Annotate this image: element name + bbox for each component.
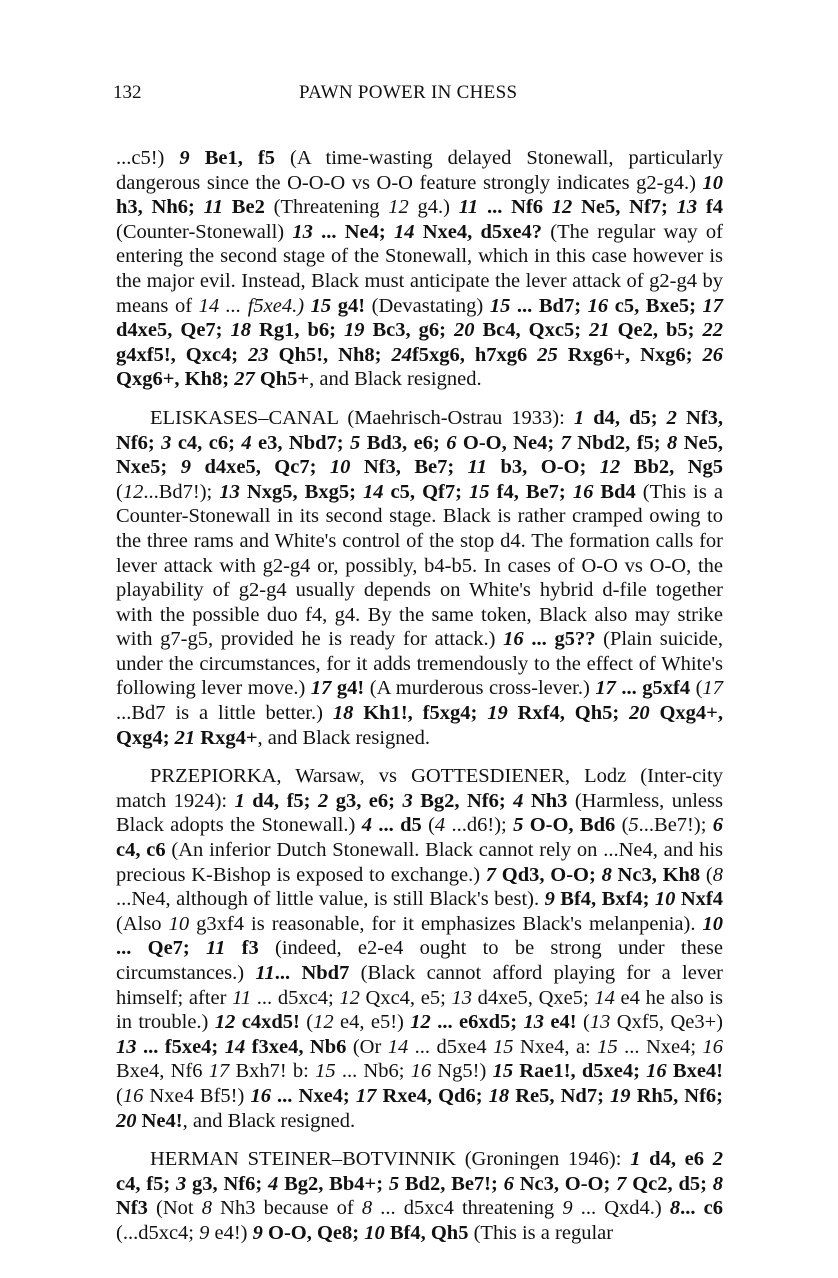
move-text: 25 xyxy=(537,343,558,366)
page-number: 132 xyxy=(113,82,142,103)
move-text: Bg2, Nf6; xyxy=(412,789,514,812)
commentary-text: Nh3 because of xyxy=(212,1197,362,1220)
move-text: Nbd2, f5; xyxy=(570,431,668,454)
move-text: c4, c6; xyxy=(171,431,242,454)
move-text: O-O, Qe8; xyxy=(262,1221,365,1244)
commentary-text: g4.) xyxy=(408,196,459,219)
move-text: c4, c6 xyxy=(116,839,166,862)
move-text: Nxf4 xyxy=(675,888,723,911)
move-text: d4, f5; xyxy=(244,789,318,812)
annotation-text: 17 xyxy=(208,1060,230,1083)
move-text: ... Ne4; xyxy=(312,220,394,243)
move-text: Rxf4, Qh5; xyxy=(507,702,630,725)
paragraph-przepiorka-gottesdiener xyxy=(116,764,723,1133)
move-text: 7 xyxy=(485,863,497,886)
move-text: 3 xyxy=(402,789,413,812)
commentary-text: (A time-wasting delayed Stonewall, particularly dangerous since the O-O-O vs O-O feature strongly indicates g2-g4.) xyxy=(116,147,723,194)
move-text: 2 xyxy=(712,1148,724,1171)
commentary-text: (This is a Counter-Stonewall in its second stage. Black is rather cramped owing to the three rams and White's control of the stop d4. The formation calls for lever attack with g2-g4 or, possibly, b4-b5. In cases of O-O vs O-O, the playability of g2-g4 usually depends on White's hybrid d-file together with the possible duo f4, g4. By the same token, Black also may strike with g7-g5, provided he is ready for attack.) xyxy=(116,480,724,651)
move-text: 20 xyxy=(454,319,475,342)
move-text: d4xe5, Qc7; xyxy=(190,456,330,479)
move-text: 6 xyxy=(446,431,457,454)
commentary-text: , and Black resigned. xyxy=(309,368,482,391)
move-text: 15 xyxy=(489,294,511,317)
annotation-text: 12 xyxy=(388,196,409,219)
commentary-text: ... d5xe4 xyxy=(408,1035,494,1058)
move-text: 21 xyxy=(589,319,610,342)
annotation-text: 13 xyxy=(589,1011,611,1034)
running-head xyxy=(113,80,723,106)
commentary-text: ...d6!); xyxy=(445,814,514,837)
commentary-text: Ng5!) xyxy=(431,1060,493,1083)
move-text: 16 xyxy=(572,480,594,503)
move-text: Re5, Nd7; xyxy=(509,1084,611,1107)
commentary-text: (The regular way of entering the second stage of the Stonewall, which in this case however is the major evil. Instead, Black must anticipate the lever attack of g2-g4 by means of xyxy=(116,220,724,317)
commentary-text: ... d5xc4 threatening xyxy=(372,1197,563,1220)
move-text: 16 xyxy=(503,628,524,651)
move-text: 10 xyxy=(654,888,676,911)
annotation-text: 16 xyxy=(702,1035,723,1058)
move-text: 11 xyxy=(255,962,275,984)
move-text: 11 xyxy=(458,196,479,219)
move-text: 17 xyxy=(355,1084,377,1107)
move-text: h3, Nh6; xyxy=(116,196,204,219)
move-text: 10 xyxy=(702,912,723,935)
move-text: e3, Nbd7; xyxy=(251,431,351,454)
move-text: 15 xyxy=(310,294,332,317)
move-text: Qh5+ xyxy=(254,368,310,391)
commentary-text: Qxf5, Qe3+) xyxy=(610,1011,724,1034)
annotation-text: 16 xyxy=(410,1060,432,1083)
move-text: f4, Be7; xyxy=(489,480,573,503)
move-text: 12 xyxy=(214,1011,236,1034)
commentary-text: Bxe4, Nf6 xyxy=(116,1060,209,1083)
move-text: 7 xyxy=(560,431,571,454)
annotation-text: 8 xyxy=(361,1197,373,1220)
move-text: ... g5?? xyxy=(523,628,596,651)
move-text: Qxg4+, Qxg4; xyxy=(116,702,723,749)
commentary-text: e4 he also is in trouble.) xyxy=(116,986,723,1034)
commentary-text: ...Bd7!); xyxy=(143,480,220,503)
annotation-text: 15 xyxy=(597,1035,618,1058)
commentary-text: HERMAN STEINER–BOTVINNIK (Groningen 1946): xyxy=(150,1148,631,1171)
commentary-text: (Not xyxy=(147,1197,202,1220)
move-text: 4 xyxy=(268,1172,279,1195)
move-text: b3, O-O; xyxy=(487,456,600,479)
move-text: 20 xyxy=(629,702,650,725)
commentary-text: ...Ne4, although of little value, is still Black's best). xyxy=(116,888,545,911)
annotation-text: 14 xyxy=(594,986,615,1009)
move-text: 13 xyxy=(219,480,240,503)
move-text: 12 xyxy=(410,1011,431,1034)
commentary-text: Bxh7! b: xyxy=(229,1060,316,1083)
annotation-text: 10 xyxy=(168,912,190,935)
annotation-text: 8 xyxy=(712,863,724,886)
move-text: ... Nxe4; xyxy=(270,1084,356,1107)
annotation-text: 14 ... f5xe4.) xyxy=(198,294,305,317)
commentary-text: ( xyxy=(116,480,123,503)
annotation-text: 9 xyxy=(562,1197,573,1220)
move-text: 1 xyxy=(573,406,585,429)
move-text: f3 xyxy=(225,937,259,960)
move-text: ... f5xe4; xyxy=(136,1035,225,1058)
move-text: 27 xyxy=(234,368,255,391)
move-text: O-O, Ne4; xyxy=(456,431,561,454)
move-text: 3 xyxy=(161,431,172,454)
move-text: 10 xyxy=(329,456,351,479)
annotation-text: 15 xyxy=(315,1060,336,1083)
commentary-text: Qxc4, e5; xyxy=(359,986,452,1009)
move-text: g4! xyxy=(331,677,365,700)
commentary-text: PRZEPIORKA, Warsaw, vs GOTTESDIENER, Lodz (Inter-city match 1924): xyxy=(116,765,723,812)
move-text: 20 xyxy=(116,1109,137,1132)
move-text: 19 xyxy=(487,702,508,725)
move-text: c4, f5; xyxy=(116,1172,176,1195)
move-text: 21 xyxy=(174,726,196,749)
move-text: 13 xyxy=(292,220,313,243)
move-text: c5, Qf7; xyxy=(383,480,470,503)
commentary-text: (Black cannot afford playing for a lever himself; after xyxy=(116,962,723,1009)
move-text: Ne5, Nxe5; xyxy=(116,431,723,479)
commentary-text: (Or xyxy=(346,1035,388,1058)
move-text: Rxg4+ xyxy=(195,726,258,749)
move-text: 6 xyxy=(712,814,724,837)
move-text: 4 xyxy=(241,431,252,454)
commentary-text: (Counter-Stonewall) xyxy=(116,220,293,243)
commentary-text: (indeed, e2-e4 ought to be strong under these circumstances.) xyxy=(116,937,724,984)
commentary-text: ( xyxy=(700,863,713,886)
move-text: Rxg6+, Nxg6; xyxy=(557,343,703,366)
body-text xyxy=(116,146,723,1260)
move-text: 12 xyxy=(551,196,573,219)
running-title: PAWN POWER IN CHESS xyxy=(299,82,518,103)
move-text: 22 xyxy=(702,319,723,342)
move-text: 19 xyxy=(610,1084,631,1107)
move-text: 13 xyxy=(523,1011,545,1034)
annotation-text: 17 xyxy=(702,677,723,700)
move-text: d4xe5, Qe7; xyxy=(116,319,231,342)
move-text: 17 xyxy=(702,294,723,317)
move-text: Bc4, Qxc5; xyxy=(474,319,590,342)
move-text: 8 xyxy=(667,431,678,454)
move-text: 18 xyxy=(488,1084,510,1107)
annotation-text: 16 xyxy=(122,1084,144,1107)
move-text: 11 xyxy=(203,196,224,219)
commentary-text xyxy=(304,295,311,317)
move-text: Qe2, b5; xyxy=(609,319,703,342)
move-text: 18 xyxy=(230,319,252,342)
move-text: f3xe4, Nb6 xyxy=(245,1035,347,1058)
move-text: Qxg6+, Kh8; xyxy=(116,368,235,391)
move-text: Bf4, Bxf4; xyxy=(554,888,655,911)
move-text: 10 xyxy=(702,171,723,194)
annotation-text: 4 xyxy=(434,814,446,837)
move-text: Bd4 xyxy=(593,480,636,503)
move-text: 23 xyxy=(248,343,269,366)
annotation-text: 12 xyxy=(339,986,360,1009)
move-text: 14 xyxy=(224,1035,246,1058)
annotation-text: 12 xyxy=(122,480,144,503)
annotation-text: 9 xyxy=(199,1221,210,1244)
move-text: 13 xyxy=(116,1035,137,1058)
annotation-text: 8 xyxy=(201,1197,212,1220)
move-text: 3 xyxy=(176,1172,187,1195)
commentary-text: , and Black resigned. xyxy=(182,1109,356,1132)
move-text: Rg1, b6; xyxy=(251,319,344,342)
move-text: 16 xyxy=(646,1060,667,1083)
move-text: 14 xyxy=(393,220,415,243)
move-text: 2 xyxy=(666,406,677,429)
annotation-text: 15 xyxy=(493,1035,514,1058)
commentary-text: (A murderous cross-lever.) xyxy=(364,677,596,700)
move-text: 10 xyxy=(364,1221,385,1244)
move-text: 18 xyxy=(332,702,354,725)
move-text: O-O, Bd6 xyxy=(523,814,616,837)
move-text: f4 xyxy=(697,196,724,219)
commentary-text: (Plain suicide, under the circumstances, for it adds tremendously to the effect of White's following lever move.) xyxy=(116,628,723,700)
annotation-text: 5 xyxy=(628,814,639,837)
move-text: ... e6xd5; xyxy=(430,1011,524,1034)
move-text: ... g5xf4 xyxy=(615,677,691,700)
commentary-text: ( xyxy=(615,814,629,837)
commentary-text: ( xyxy=(421,814,435,837)
annotation-text: 13 xyxy=(451,986,472,1009)
move-text: c4xd5! xyxy=(235,1011,300,1034)
move-text: 11 xyxy=(467,456,488,479)
commentary-text: ...Bd7 is a little better.) xyxy=(116,702,333,725)
move-text: d4, e6 xyxy=(640,1148,713,1171)
annotation-text: 12 xyxy=(313,1011,334,1034)
move-text: 2 xyxy=(317,789,329,812)
move-text: 17 xyxy=(595,677,616,700)
paragraph-steiner-botvinnik xyxy=(116,1147,723,1245)
move-text: Nf3, Nf6; xyxy=(116,406,723,454)
move-text: d4, d5; xyxy=(584,406,667,429)
move-text: Kh1!, f5xg4; xyxy=(353,702,488,725)
move-text: 8 xyxy=(712,1172,723,1195)
commentary-text: (This is a regular xyxy=(468,1221,614,1244)
annotation-text: 14 xyxy=(387,1035,409,1058)
move-text: 1 xyxy=(234,789,245,812)
move-text: Rxe4, Qd6; xyxy=(376,1084,489,1107)
move-text: 9 xyxy=(180,456,191,479)
annotation-text: 11 xyxy=(232,986,252,1009)
paragraph-game-annotation-continued xyxy=(116,146,723,392)
move-text: Be2 xyxy=(223,196,265,219)
commentary-text: ( xyxy=(116,1084,123,1107)
move-text: 14 xyxy=(362,480,384,503)
move-text: g4xf5!, Qxc4; xyxy=(116,343,249,366)
commentary-text: (Harmless, unless Black adopts the Stonewall.) xyxy=(116,789,723,837)
move-text: 4 xyxy=(513,789,524,812)
commentary-text: Nxe4, a: xyxy=(513,1035,598,1058)
move-text: Ne5, Nf7; xyxy=(572,196,677,219)
move-text: Nf3, Be7; xyxy=(350,456,468,479)
move-text: ... c6 xyxy=(680,1197,723,1220)
move-text: Qc2, d5; xyxy=(626,1172,713,1195)
move-text: Qd3, O-O; xyxy=(496,863,602,886)
commentary-text: e4!) xyxy=(209,1221,253,1244)
move-text: e4! xyxy=(544,1011,577,1034)
move-text: Bxe4! xyxy=(666,1060,723,1083)
commentary-text: ...c5!) xyxy=(116,147,180,169)
move-text: 9 xyxy=(544,888,555,911)
move-text: Bf4, Qh5 xyxy=(384,1221,469,1244)
paragraph-eliskases-canal xyxy=(116,406,723,750)
commentary-text: g3xf4 is reasonable, for it emphasizes Black's melanpenia). xyxy=(189,912,703,935)
move-text: Ne4! xyxy=(136,1109,183,1132)
move-text: 15 xyxy=(492,1060,514,1083)
move-text: Rae1!, d5xe4; xyxy=(513,1060,647,1083)
move-text: 11 xyxy=(206,937,226,960)
move-text: Rh5, Nf6; xyxy=(630,1084,724,1107)
move-text: ... d5 xyxy=(371,814,422,837)
commentary-text: ... d5xc4; xyxy=(251,986,340,1009)
move-text: ... Nbd7 xyxy=(274,962,350,984)
move-text: 19 xyxy=(343,319,365,342)
move-text: 8 xyxy=(601,863,612,886)
move-text: 26 xyxy=(702,343,724,366)
move-text: Bd2, Be7!; xyxy=(399,1172,504,1195)
commentary-text: , and Black resigned. xyxy=(257,726,431,749)
move-text: ... Nf6 xyxy=(478,196,552,219)
move-text: Nxe4, d5xe4? xyxy=(414,220,543,243)
move-text: Nf3 xyxy=(116,1197,148,1220)
move-text: 6 xyxy=(503,1172,514,1195)
move-text: g3, e6; xyxy=(328,789,403,812)
move-text: 12 xyxy=(599,456,621,479)
move-text: Be1, f5 xyxy=(189,147,275,169)
move-text: Bd3, e6; xyxy=(360,431,447,454)
move-text: 8 xyxy=(669,1197,681,1220)
move-text: 15 xyxy=(469,480,490,503)
move-text: 9 xyxy=(179,147,190,169)
move-text: Nh3 xyxy=(523,789,568,812)
move-text: 16 xyxy=(587,294,609,317)
move-text: g3, Nf6; xyxy=(186,1172,269,1195)
commentary-text: Nxe4 Bf5!) xyxy=(143,1084,251,1107)
commentary-text: (Threatening xyxy=(264,196,389,219)
commentary-text: ( xyxy=(299,1011,314,1034)
commentary-text: (...d5xc4; xyxy=(116,1221,200,1244)
move-text: 9 xyxy=(252,1221,263,1244)
move-text: Nc3, O-O; xyxy=(513,1172,617,1195)
commentary-text: ( xyxy=(690,677,703,700)
commentary-text: (Also xyxy=(116,912,169,935)
move-text: 13 xyxy=(676,196,698,219)
commentary-text: ...Be7!); xyxy=(638,814,713,837)
move-text: 16 xyxy=(250,1084,271,1107)
commentary-text: ... Nb6; xyxy=(335,1060,411,1083)
move-text: 7 xyxy=(616,1172,627,1195)
move-text: Bb2, Ng5 xyxy=(620,456,723,479)
commentary-text: e4, e5!) xyxy=(333,1011,411,1034)
move-text: Nxg5, Bxg5; xyxy=(239,480,363,503)
move-text: 5 xyxy=(388,1172,400,1195)
move-text: g4! xyxy=(331,294,366,317)
move-text: f5xg6, h7xg6 xyxy=(411,343,538,366)
move-text: 5 xyxy=(350,431,361,454)
move-text: ... Qe7; xyxy=(116,937,207,960)
commentary-text: d4xe5, Qxe5; xyxy=(471,986,595,1009)
commentary-text: ELISKASES–CANAL (Maehrisch-Ostrau 1933): xyxy=(150,406,574,429)
move-text: ... Bd7; xyxy=(510,294,588,317)
commentary-text: ( xyxy=(576,1011,590,1034)
move-text: Qh5!, Nh8; xyxy=(268,343,392,366)
move-text: 5 xyxy=(513,814,524,837)
move-text: Nc3, Kh8 xyxy=(611,863,701,886)
commentary-text: ... Qxd4.) xyxy=(572,1197,670,1220)
move-text: Bc3, g6; xyxy=(364,319,454,342)
move-text: 24 xyxy=(391,343,412,366)
commentary-text: (Devastating) xyxy=(365,294,490,317)
move-text: 1 xyxy=(630,1148,641,1171)
move-text: 17 xyxy=(310,677,332,700)
move-text: 4 xyxy=(361,814,372,837)
move-text: c5, Bxe5; xyxy=(608,294,703,317)
commentary-text: ... Nxe4; xyxy=(617,1035,703,1058)
commentary-text: (An inferior Dutch Stonewall. Black cannot rely on ...Ne4, and his precious K-Bishop is exposed to exchange.) xyxy=(116,839,723,886)
move-text: Bg2, Bb4+; xyxy=(278,1172,389,1195)
